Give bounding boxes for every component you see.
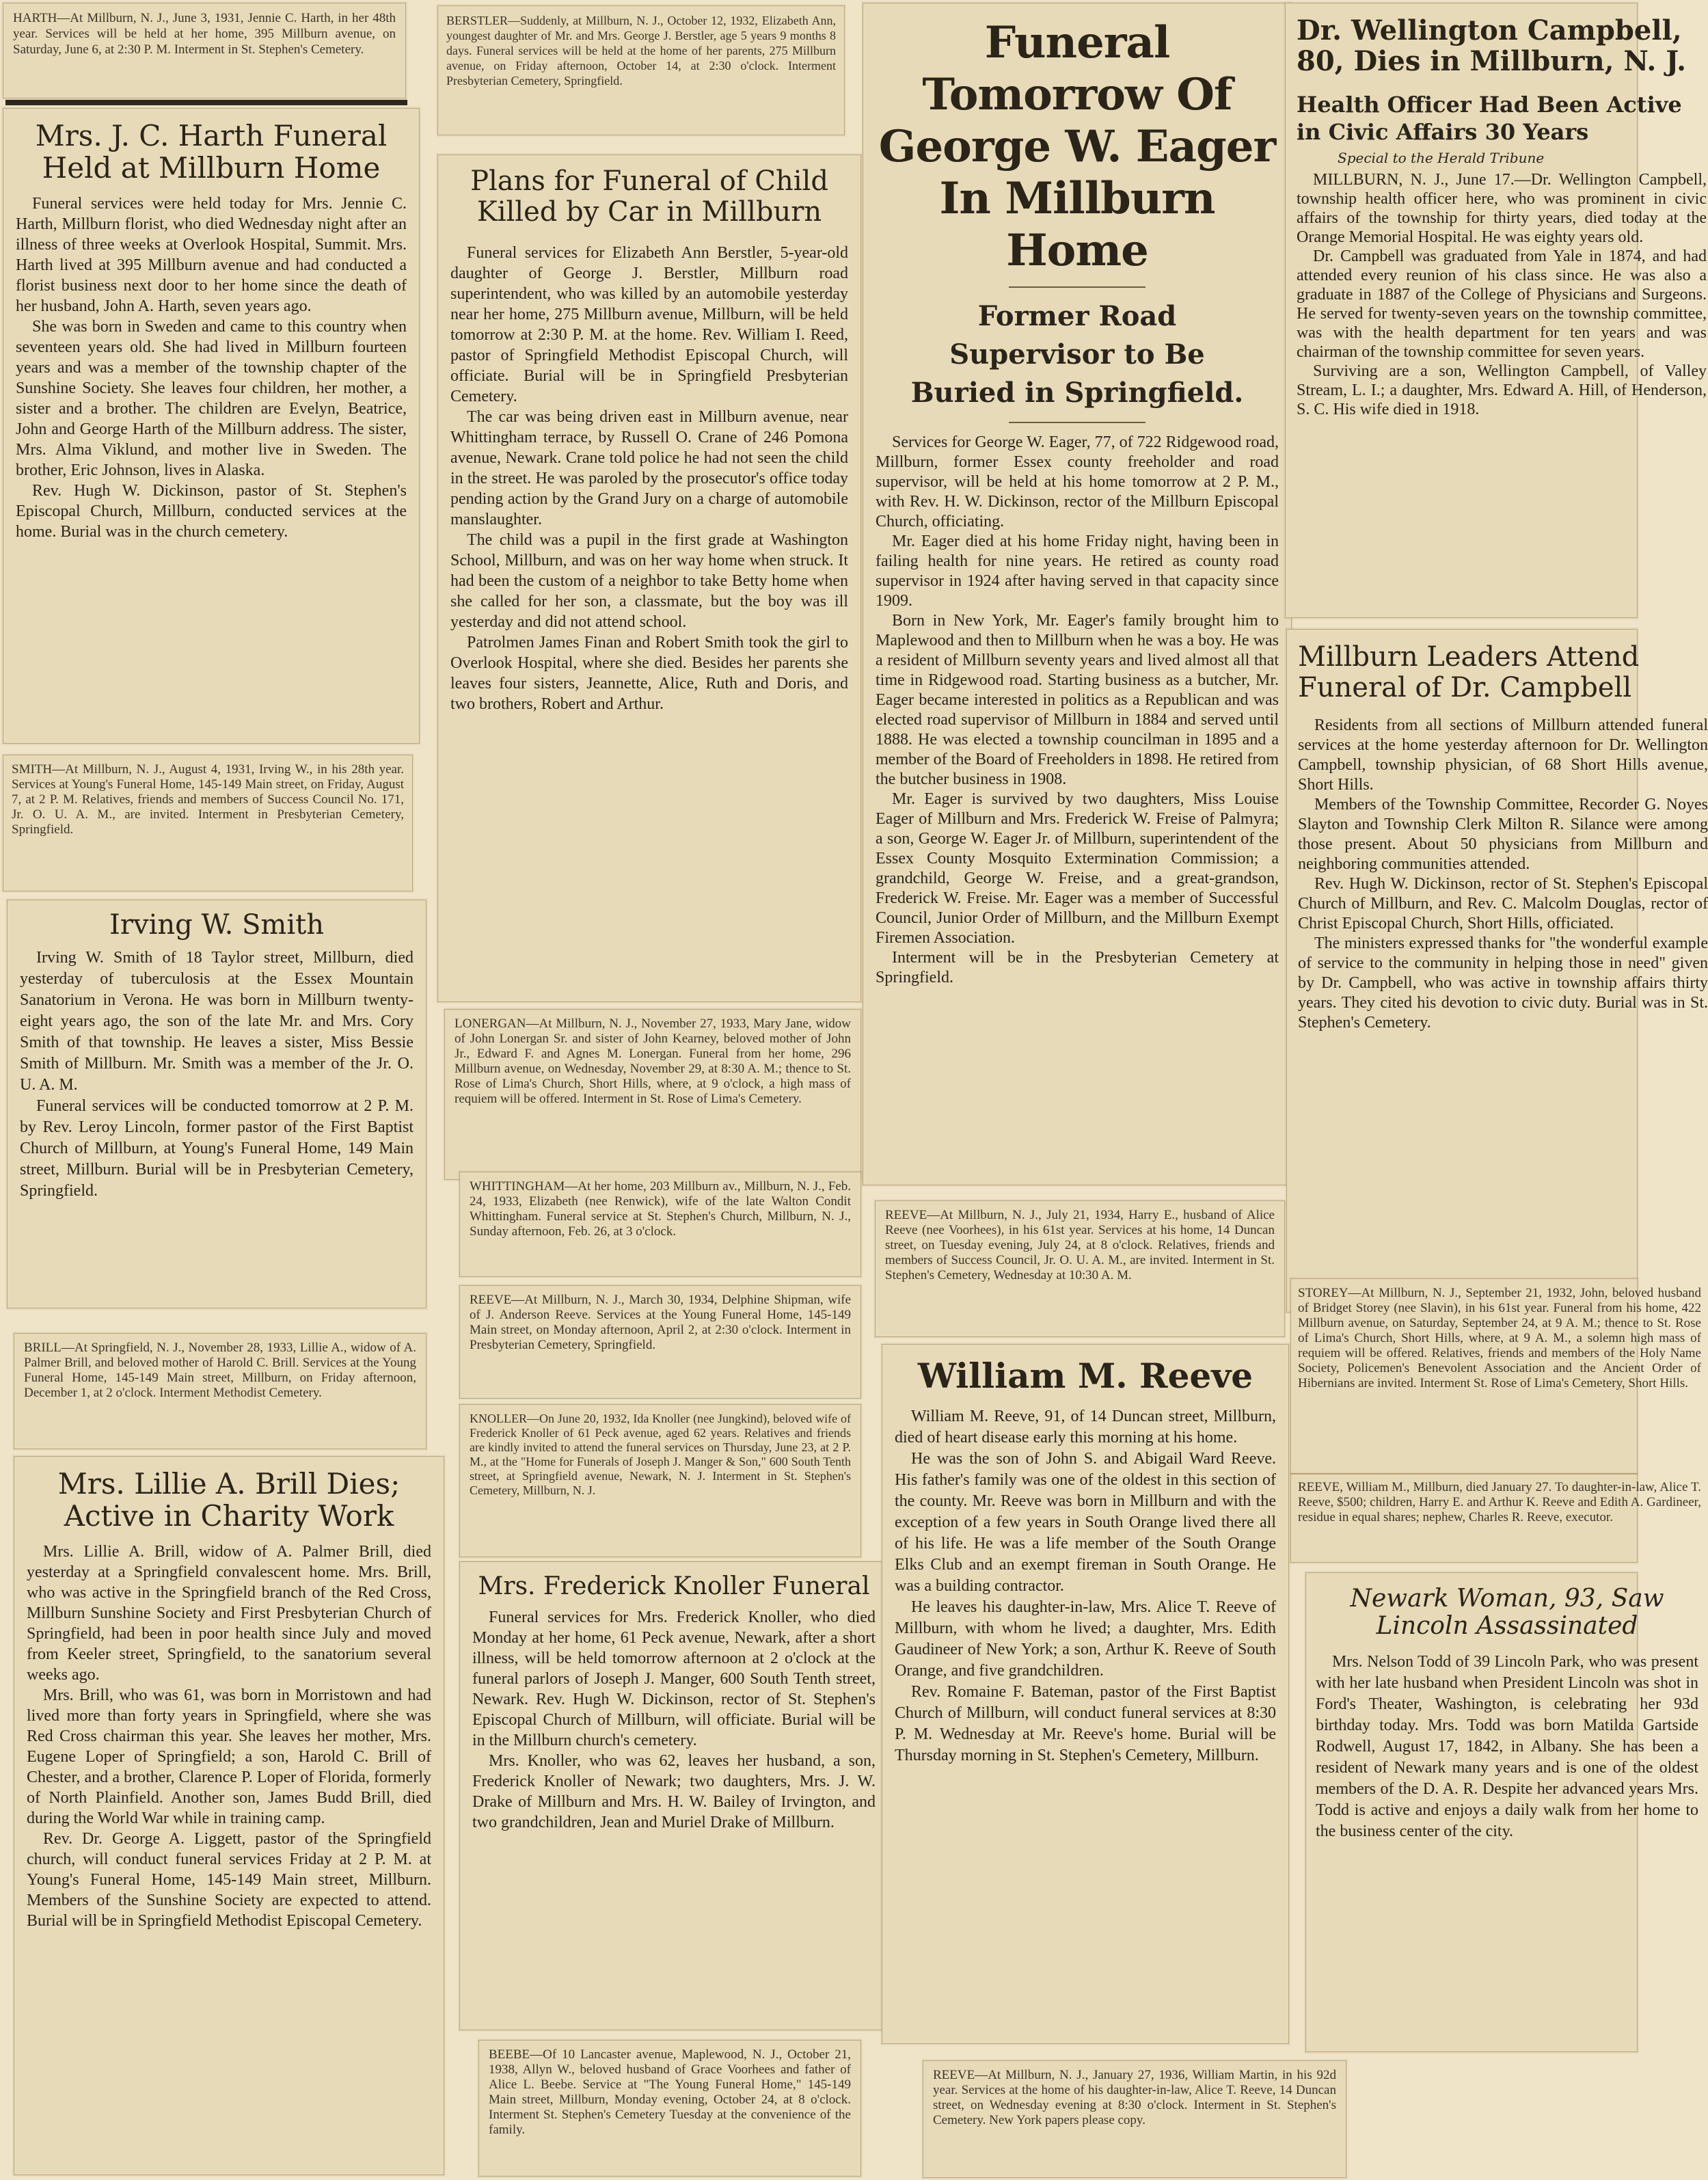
notice-text: WHITTINGHAM—At her home, 203 Millburn av., Millburn, N. J., Feb. 24, 1933, Elizabeth (nee Renwick), wife of the late Walton Condit Whittingham. Funeral service at St. Stephen's Church, Millburn, N. J., Sunday afternoon, Feb. 26, at 3 o'clock. — [470, 1179, 851, 1239]
campbell-leaders-article — [1286, 629, 1708, 1313]
article-paragraph: Members of the Township Committee, Recorder G. Noyes Slayton and Township Clerk Milton R. Silance were among those present. About 50 physicians from Millburn and neighboring communities attended. — [1298, 795, 1708, 873]
divider-rule — [1009, 422, 1146, 423]
article-paragraph: Mrs. Brill, who was 61, was born in Morristown and had lived more than forty years in Springfield, where she was Red Cross chairman this year. She leaves her mother, Mrs. Eugene Loper of Springfield; a son, Harold C. Brill of Chester, and a brother, Clarence P. Loper of Florida, formerly of North Plainfield. Another son, James Budd Brill, died during the World War while in training camp. — [27, 1686, 431, 1828]
william-reeve-article — [882, 1344, 1289, 2044]
article-paragraph: She was born in Sweden and came to this country when seventeen years old. She had lived in Millburn fourteen years and was a member of the township chapter of the Sunshine Society. She leaves four children, her mother, a sister and a brother. The children are Evelyn, Beatrice, John and George Harth of the Millburn address. The sister, Mrs. Alma Viklund, and mother live in Sweden. The brother, Eric Johnson, lives in Alaska. — [16, 318, 407, 480]
campbell-article — [1285, 3, 1707, 618]
article-headline: Mrs. Frederick Knoller Funeral — [478, 1572, 870, 1600]
knoller-article — [459, 1561, 889, 2030]
article-paragraph: Rev. Hugh W. Dickinson, rector of St. Stephen's Episcopal Church of Millburn, and Rev. C. Malcolm Douglas, rector of Christ Episcopal Church, Short Hills, officiated. — [1298, 874, 1708, 932]
article-headline: Funeral Tomorrow Of George W. Eager In Millburn Home — [878, 17, 1276, 276]
beebe-death-notice — [478, 2040, 861, 2177]
notice-text: REEVE—At Millburn, N. J., July 21, 1934, Harry E., husband of Alice Reeve (nee Voorhees), in his 61st year. Services at his home, 14 Duncan street, on Tuesday evening, July 24, at 8 o'clock. Relatives, friends and members of Success Council, Jr. O. U. A. M., are invited. Interment in St. Stephen's Cemetery, Wednesday at 10:30 A. M. — [885, 1208, 1275, 1282]
article-paragraph: Rev. Hugh W. Dickinson, pastor of St. Stephen's Episcopal Church, Millburn, conducted services at the home. Burial was in the church cemetery. — [16, 482, 407, 541]
article-paragraph: Funeral services will be conducted tomorrow at 2 P. M. by Rev. Leroy Lincoln, former pastor of the First Baptist Church of Millburn, at Young's Funeral Home, 149 Main street, Millburn. Burial will be in Presbyterian Cemetery, Springfield. — [20, 1096, 414, 1200]
article-headline: Plans for Funeral of Child Killed by Car in Millburn — [470, 165, 828, 228]
irving-smith-article — [7, 900, 426, 1308]
article-paragraph: Mrs. Lillie A. Brill, widow of A. Palmer Brill, died yesterday at a Springfield convalescent home. Mrs. Brill, who was active in the Springfield branch of the Red Cross, Millburn Sunshine Society and First Presbyterian Church of Springfield, had been in poor health since July and moved from Keeler street, Springfield, to the sanatorium several weeks ago. — [27, 1543, 431, 1684]
article-headline: Millburn Leaders Attend Funeral of Dr. Campbell — [1298, 641, 1640, 703]
notice-text: BRILL—At Springfield, N. J., November 28, 1933, Lillie A., widow of A. Palmer Brill, and beloved mother of Harold C. Brill. Services at the Young Funeral Home, 145-149 Main street, Millburn, on Friday afternoon, December 1, at 2 o'clock. Interment Methodist Cemetery. — [24, 1341, 416, 1400]
reeve-delphine-death-notice — [459, 1285, 861, 1399]
article-paragraph: Mrs. Knoller, who was 62, leaves her husband, a son, Frederick Knoller of Newark; two daughters, Mrs. J. W. Drake of Millburn and Mrs. H. W. Bailey of Irvington, and two grandchildren, Jean and Muriel Drake of Millburn. — [472, 1752, 876, 1832]
article-paragraph: Funeral services were held today for Mrs. Jennie C. Harth, Millburn florist, who died Wednesday night after an illness of three weeks at Overlook Hospital, Summit. Mrs. Harth lived at 395 Millburn avenue and had conducted a florist business next door to her home since the death of her husband, John A. Harth, seven years ago. — [16, 195, 407, 316]
article-paragraph: Mr. Eager died at his home Friday night, having been in failing health for nine years. He retired as county road supervisor in 1924 after having served in that capacity since 1909. — [876, 533, 1279, 610]
harth-death-notice — [3, 3, 406, 98]
notice-text: REEVE—At Millburn, N. J., March 30, 1934, Delphine Shipman, wife of J. Anderson Reeve. Services at the Young Funeral Home, 145-149 Main street, on Monday afternoon, April 2, at 2:30 o'clock. Interment in Presbyterian Cemetery, Springfield. — [470, 1293, 851, 1352]
article-paragraph: Funeral services for Mrs. Frederick Knoller, who died Monday at her home, 61 Peck avenue, Newark, after a short illness, will be held tomorrow afternoon at 2 o'clock at the funeral parlors of Joseph J. Manger, 600 South Tenth street, Newark. Rev. Hugh W. Dickinson, rector of St. Stephen's Episcopal Church of Millburn, will officiate. Burial will be in the Millburn church's cemetery. — [472, 1609, 876, 1750]
article-paragraph: Rev. Dr. George A. Liggett, pastor of the Springfield church, will conduct funeral services Friday at 2 P. M. at Young's Funeral Home, 145-149 Main street, Millburn. Members of the Sunshine Society are expected to attend. Burial will be in Springfield Methodist Episcopal Cemetery. — [27, 1830, 431, 1930]
notice-text: KNOLLER—On June 20, 1932, Ida Knoller (nee Jungkind), beloved wife of Frederick Knoller of 61 Peck avenue, aged 62 years. Relatives and friends are kindly invited to attend the funeral services on Thursday, June 23, at 2 P. M., at the "Home for Funerals of Joseph J. Manger & Son," 600 South Tenth street, at Springfield avenue, Newark, N. J. Interment in St. Stephen's Cemetery, Millburn, N. J. — [470, 1412, 851, 1497]
article-paragraph: Rev. Romaine F. Bateman, pastor of the First Baptist Church of Millburn, will conduct funeral services at 8:30 P. M. Wednesday at Mr. Reeve's home. Burial will be Thursday morning in St. Stephen's Cemetery, Millburn. — [895, 1683, 1276, 1764]
article-headline: Newark Woman, 93, Saw Lincoln Assassinated — [1350, 1585, 1664, 1641]
article-paragraph: Patrolmen James Finan and Robert Smith took the girl to Overlook Hospital, where she died. Besides her parents she leaves four sisters, Jeannette, Alice, Ruth and Doris, and two brothers, Robert and Arthur. — [450, 633, 848, 713]
article-paragraph: The ministers expressed thanks for "the wonderful example of service to the community in helping those in need" given by Dr. Campbell, who was active in township affairs thirty years. They cited his devotion to civic duty. Burial was in St. Stephen's Cemetery. — [1298, 934, 1708, 1032]
article-paragraph: Funeral services for Elizabeth Ann Berstler, 5-year-old daughter of George J. Berstler, Millburn road superintendent, who was killed by an automobile yesterday near her home, 275 Millburn avenue, Millburn, will be held tomorrow at 2:30 P. M. at the home. Rev. William I. Reed, pastor of Springfield Methodist Episcopal Church, will officiate. Burial will be in Springfield Presbyterian Cemetery. — [450, 243, 848, 405]
harth-funeral-article — [3, 108, 420, 744]
reeve-harry-death-notice — [875, 1200, 1285, 1337]
article-subhead: Former Road Supervisor to Be Buried in Springfield. — [910, 300, 1244, 409]
notice-text: BERSTLER—Suddenly, at Millburn, N. J., October 12, 1932, Elizabeth Ann, youngest daughter of Mr. and Mrs. George J. Berstler, age 5 years 9 months 8 days. Funeral services will be held at the home of her parents, 275 Millburn avenue, on Friday afternoon, October 14, at 2:30 o'clock. Interment Presbyterian Cemetery, Springfield. — [446, 14, 836, 88]
lonergan-death-notice — [444, 1009, 861, 1180]
article-paragraph: Residents from all sections of Millburn attended funeral services at the home yesterday afternoon for Dr. Wellington Campbell, township physician, of 68 Short Hills avenue, Short Hills. — [1298, 716, 1708, 794]
article-headline: William M. Reeve — [917, 1356, 1253, 1396]
article-paragraph: Dr. Campbell was graduated from Yale in 1874, and had attended every reunion of his class since. He was also a graduate in 1887 of the College of Physicians and Surgeons. He served for twenty-seven years on the township committee, was with the health department for ten years and was chairman of the township committee for seven years. — [1297, 247, 1707, 361]
article-paragraph: MILLBURN, N. J., June 17.—Dr. Wellington Campbell, township health officer here, who was prominent in civic affairs of the township for thirty years, died today at the Orange Memorial Hospital. He was eighty years old. — [1297, 170, 1707, 246]
article-paragraph: The child was a pupil in the first grade at Washington School, Millburn, and was on her way home when struck. It had been the custom of a neighbor to take Betty home when she called for her son, a classmate, but the boy was ill yesterday and did not attend school. — [450, 530, 848, 631]
reeve-will-notice — [1290, 1474, 1701, 1563]
brill-death-notice — [14, 1333, 426, 1449]
article-paragraph: Services for George W. Eager, 77, of 722 Ridgewood road, Millburn, former Essex county freeholder and road supervisor, will be held at his home tomorrow at 2 P. M., with Rev. H. W. Dickinson, rector of the Millburn Episcopal Church, officiating. — [876, 433, 1279, 530]
article-paragraph: Born in New York, Mr. Eager's family brought him to Maplewood and then to Millburn when he was a boy. He was a resident of Millburn seventy years and lived almost all that time in Ridgewood road. Starting business as a butcher, Mr. Eager became interested in politics as a Republican and was elected road supervisor of Millburn in 1884 and served until 1888. He was elected a township councilman in 1895 and a member of the Board of Freeholders in 1898. He retired from the butcher business in 1908. — [876, 612, 1279, 788]
notice-text: BEEBE—Of 10 Lancaster avenue, Maplewood, N. J., October 21, 1938, Allyn W., beloved husband of Grace Voorhees and father of Alice L. Beebe. Service at "The Young Funeral Home," 145-149 Main street, Millburn, Monday evening, October 24, at 8 o'clock. Interment St. Stephen's Cemetery Tuesday at the convenience of the family. — [489, 2047, 851, 2137]
notice-text: STOREY—At Millburn, N. J., September 21, 1932, John, beloved husband of Bridget Storey (nee Slavin), in his 61st year. Funeral from his home, 422 Millburn avenue, on Saturday, September 24, at 9 A. M.; thence to St. Rose of Lima's Church, Short Hills, where, at 9 A. M., a solemn high mass of requiem will be offered. Relatives, friends and members of the Holy Name Society, Policemen's Benevolent Association and the Ancient Order of Hibernians are invited. Interment St. Rose of Lima's Cemetery, Short Hills. — [1298, 1286, 1701, 1390]
article-headline: Mrs. J. C. Harth Funeral Held at Millburn Home — [35, 119, 388, 185]
knoller-death-notice — [459, 1404, 861, 1557]
storey-death-notice — [1290, 1278, 1701, 1474]
notice-text: REEVE, William M., Millburn, died January 27. To daughter-in-law, Alice T. Reeve, $500; children, Harry E. and Arthur K. Reeve and Edith A. Gardineer, residue in equal shares; nephew, Charles R. Reeve, executor. — [1298, 1480, 1701, 1524]
berstler-death-notice — [437, 5, 845, 135]
notice-text: HARTH—At Millburn, N. J., June 3, 1931, Jennie C. Harth, in her 48th year. Services will be held at her home, 395 Millburn avenue, on Saturday, June 6, at 2:30 P. M. Interment in St. Stephen's Cemetery. — [13, 11, 396, 57]
todd-article — [1305, 1572, 1698, 2052]
reeve-william-death-notice — [923, 2060, 1346, 2178]
smith-death-notice — [3, 755, 413, 891]
eager-article — [863, 3, 1292, 1185]
article-paragraph: He was the son of John S. and Abigail Ward Reeve. His father's family was one of the oldest in this section of the county. Mr. Reeve was born in Millburn and with the exception of a few years in South Orange lived there all of his life. He was a life member of the South Orange Elks Club and an exempt fireman in South Orange. He was a building contractor. — [895, 1450, 1276, 1595]
article-paragraph: Surviving are a son, Wellington Campbell, of Valley Stream, L. I.; a daughter, Mrs. Edward A. Hill, of Henderson, S. C. His wife died in 1918. — [1297, 362, 1707, 418]
notice-text: REEVE—At Millburn, N. J., January 27, 1936, William Martin, in his 92d year. Services at the home of his daughter-in-law, Alice T. Reeve, 14 Duncan street, on Wednesday evening at 8:30 o'clock. Interment in St. Stephen's Cemetery. New York papers please copy. — [933, 2068, 1336, 2127]
berstler-article — [437, 154, 861, 1002]
brill-article — [14, 1456, 444, 2175]
notice-text: LONERGAN—At Millburn, N. J., November 27, 1933, Mary Jane, widow of John Lonergan Sr. and sister of John Kearney, beloved mother of John Jr., Edward F. and Agnes M. Lonergan. Funeral from her home, 296 Millburn avenue, on Wednesday, November 29, at 8:30 A. M.; thence to St. Rose of Lima's Church, Short Hills, where, at 9 o'clock, a high mass of requiem will be offered. Interment in St. Rose of Lima's Cemetery. — [455, 1017, 851, 1106]
article-dateline: Special to the Herald Tribune — [1338, 149, 1545, 166]
article-paragraph: Irving W. Smith of 18 Taylor street, Millburn, died yesterday of tuberculosis at the Essex Mountain Sanatorium in Verona. He was born in Millburn twenty-eight years ago, the son of the late Mr. and Mrs. Cory Smith of that township. He leaves a sister, Miss Bessie Smith of Millburn. Mr. Smith was a member of the Jr. O. U. A. M. — [20, 948, 414, 1094]
article-headline: Irving W. Smith — [109, 909, 324, 941]
divider-rule — [1009, 286, 1146, 288]
article-paragraph: Mr. Eager is survived by two daughters, Miss Louise Eager of Millburn and Mrs. Frederick W. Freise of Palmyra; a son, George W. Eager Jr. of Millburn, superintendent of the Essex County Mosquito Extermination Commission; a grandchild, George W. Freise, and a great-grandson, Frederick W. Freise. Mr. Eager was a member of Successful Council, Junior Order of Millburn, and the Millburn Exempt Firemen Association. — [876, 790, 1279, 947]
article-paragraph: William M. Reeve, 91, of 14 Duncan street, Millburn, died of heart disease early this morning at his home. — [895, 1408, 1276, 1446]
article-paragraph: Interment will be in the Presbyterian Cemetery at Springfield. — [876, 949, 1279, 986]
black-rule — [5, 100, 407, 105]
article-headline: Mrs. Lillie A. Brill Dies; Active in Charity Work — [57, 1467, 401, 1533]
article-paragraph: He leaves his daughter-in-law, Mrs. Alice T. Reeve of Millburn, with whom he lived; a daughter, Mrs. Edith Gaudineer of New York; a son, Arthur K. Reeve of South Orange, and five grandchildren. — [895, 1598, 1276, 1680]
article-paragraph: Mrs. Nelson Todd of 39 Lincoln Park, who was present with her late husband when President Lincoln was shot in Ford's Theater, Washington, is celebrating her 93d birthday today. Mrs. Todd was born Matilda Gartside Rodwell, August 17, 1842, in Albany. She has been a resident of Newark many years and is one of the oldest members of the D. A. R. Despite her advanced years Mrs. Todd is active and enjoys a daily walk from her home to the business center of the city. — [1316, 1652, 1698, 1840]
whittingham-death-notice — [459, 1172, 861, 1277]
notice-text: SMITH—At Millburn, N. J., August 4, 1931, Irving W., in his 28th year. Services at Young's Funeral Home, 145-149 Main street, on Friday, August 7, at 2 P. M. Relatives, friends and members of Success Council No. 171, Jr. O. U. A. M., are invited. Interment in Presbyterian Cemetery, Springfield. — [12, 762, 404, 837]
article-paragraph: The car was being driven east in Millburn avenue, near Whittingham terrace, by Russell O. Crane of 246 Pomona avenue, Newark. Crane told police he had not seen the child in the street. He was paroled by the prosecutor's office today pending action by the Grand Jury on a charge of automobile manslaughter. — [450, 407, 848, 528]
article-headline: Dr. Wellington Campbell, 80, Dies in Millburn, N. J. — [1297, 14, 1687, 77]
article-subhead: Health Officer Had Been Active in Civic Affairs 30 Years — [1297, 91, 1682, 145]
